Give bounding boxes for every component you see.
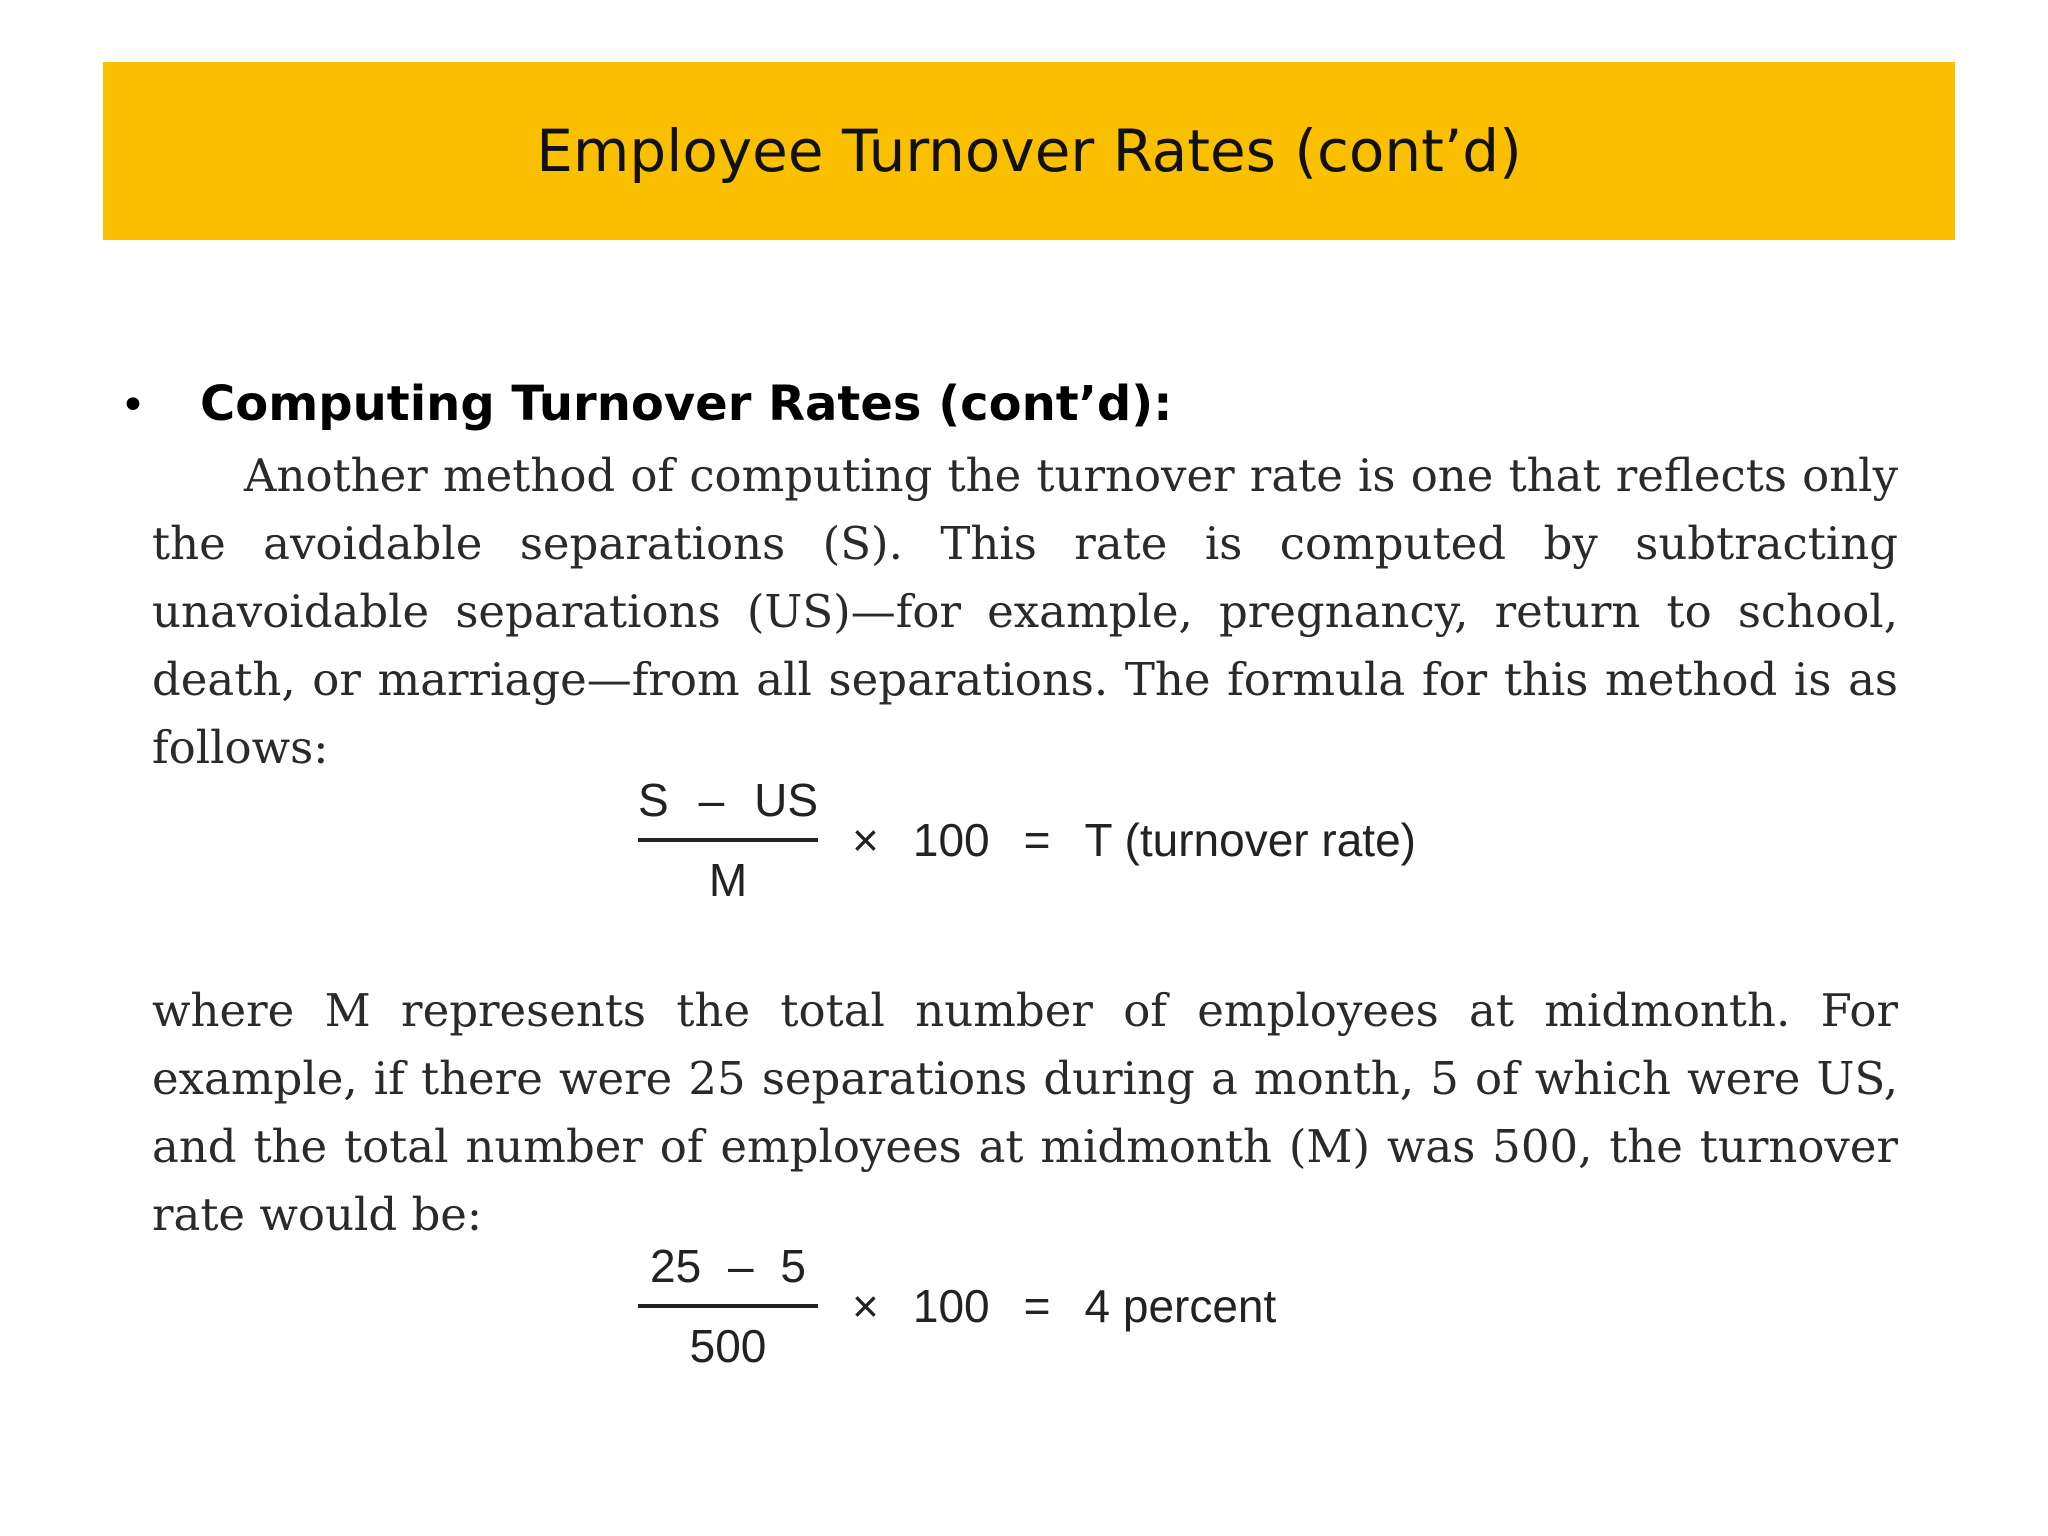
example-fraction-bar — [638, 1304, 818, 1308]
multiplier: 100 — [912, 814, 990, 866]
numerator-right: US — [754, 774, 818, 826]
formula-fraction — [638, 770, 818, 910]
example-numerator-operator: – — [727, 1240, 754, 1292]
example-result: 4 percent — [1084, 1280, 1277, 1332]
slide-title: Employee Turnover Rates (cont’d) — [536, 117, 1522, 185]
formula-numerator — [638, 770, 818, 830]
numerator-left: S — [638, 774, 669, 826]
example-right-side — [852, 1279, 1276, 1333]
paragraph-method-description: Another method of computing the turnover rate is one that reflects only the avoidable separations (S). This rate is computed by subtracting unavoidable separations (US)—for example, pregnancy, return to school, death, or marriage—from all separations. The formula for this method is as follows: — [152, 449, 1898, 774]
bullet-heading: Computing Turnover Rates (cont’d): — [200, 376, 1173, 432]
numerator-operator: – — [698, 774, 725, 826]
equals-operator: = — [1023, 814, 1051, 866]
example-numerator — [644, 1236, 812, 1296]
example-numerator-left: 25 — [650, 1240, 702, 1292]
paragraph-example: where M represents the total number of employees at midmonth. For example, if there were 25 separations during a month, 5 of which were US, and the total number of employees at midmonth (M) was 500, the turnover rate would be: — [152, 984, 1898, 1241]
bullet-point-icon: • — [120, 380, 146, 431]
formula-right-side — [852, 813, 1416, 867]
formula-denominator: M — [708, 854, 748, 906]
example-equals-operator: = — [1023, 1280, 1051, 1332]
example-numerator-right: 5 — [780, 1240, 806, 1292]
formula-result: T (turnover rate) — [1084, 814, 1416, 866]
example-times-operator: × — [852, 1280, 879, 1332]
example-fraction — [638, 1236, 818, 1376]
example-multiplier: 100 — [912, 1280, 990, 1332]
turnover-formula — [638, 770, 1416, 910]
example-calculation — [638, 1236, 1276, 1376]
title-bar — [103, 62, 1955, 240]
example-denominator: 500 — [689, 1320, 767, 1372]
times-operator: × — [852, 814, 879, 866]
fraction-bar — [638, 838, 818, 842]
